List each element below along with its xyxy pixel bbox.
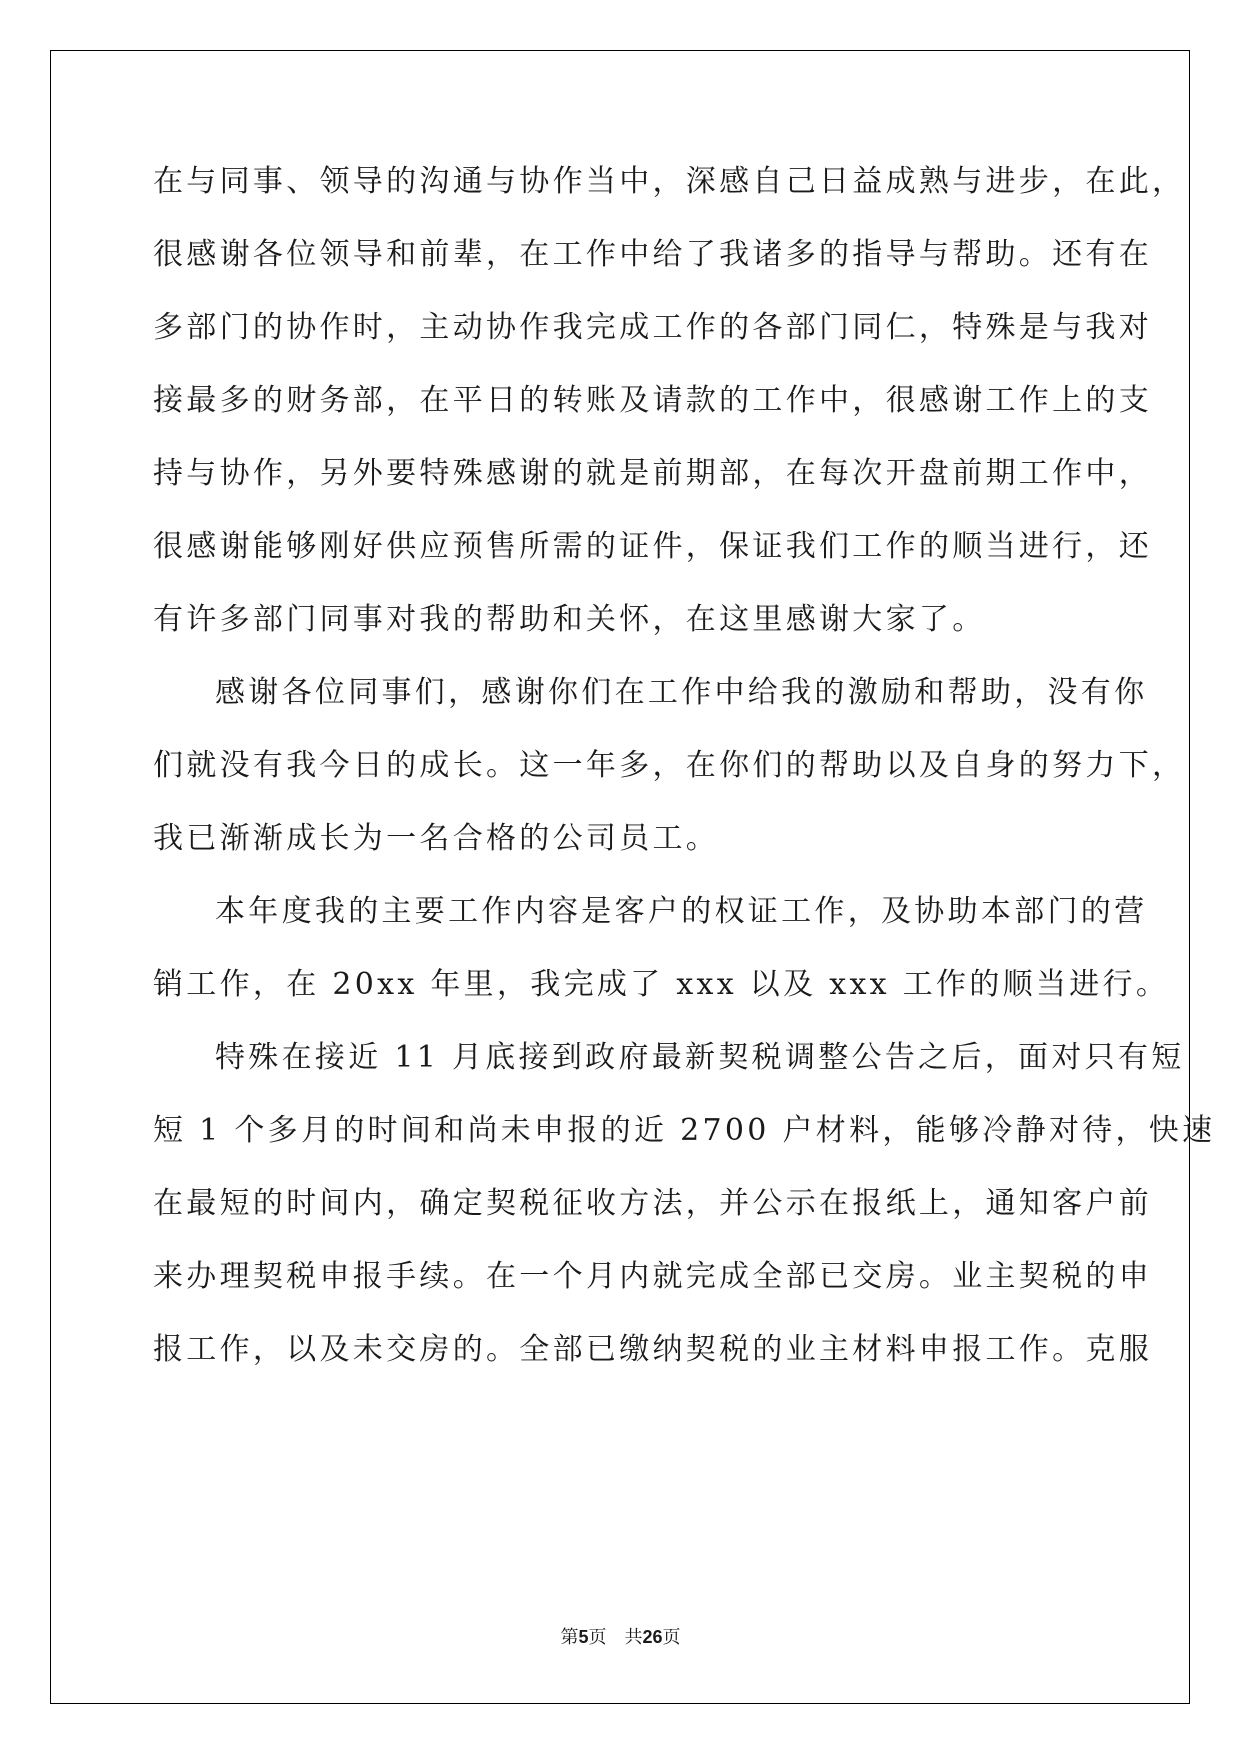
- text-line: 持与协作，另外要特殊感谢的就是前期部，在每次开盘前期工作中，: [153, 456, 1152, 491]
- page-number: 5: [578, 1627, 589, 1647]
- text-line: 很感谢能够刚好供应预售所需的证件，保证我们工作的顺当进行，还: [153, 529, 1152, 564]
- text-line: 接最多的财务部，在平日的转账及请款的工作中，很感谢工作上的支: [153, 383, 1152, 418]
- total-prefix: 共: [624, 1627, 643, 1648]
- text-line: 多部门的协作时，主动协作我完成工作的各部门同仁，特殊是与我对: [153, 310, 1152, 345]
- text-line-paragraph-start: 特殊在接近 11 月底接到政府最新契税调整公告之后，面对只有短: [215, 1040, 1185, 1075]
- text-line: 我已渐渐成长为一名合格的公司员工。: [153, 821, 720, 856]
- text-line: 们就没有我今日的成长。这一年多，在你们的帮助以及自身的努力下，: [153, 748, 1186, 783]
- text-line: 有许多部门同事对我的帮助和关怀，在这里感谢大家了。: [153, 602, 986, 637]
- page-prefix: 第: [560, 1627, 579, 1648]
- text-line: 来办理契税申报手续。在一个月内就完成全部已交房。业主契税的申: [153, 1259, 1152, 1294]
- text-line-paragraph-start: 感谢各位同事们，感谢你们在工作中给我的激励和帮助，没有你: [215, 675, 1148, 710]
- total-suffix: 页: [662, 1627, 681, 1648]
- text-line: 短 1 个多月的时间和尚未申报的近 2700 户材料，能够冷静对待，快速: [153, 1113, 1216, 1148]
- text-line: 在与同事、领导的沟通与协作当中，深感自己日益成熟与进步，在此，: [153, 164, 1186, 199]
- page-border: [50, 50, 1190, 1704]
- text-line-paragraph-start: 本年度我的主要工作内容是客户的权证工作，及协助本部门的营: [215, 894, 1148, 929]
- text-line: 报工作，以及未交房的。全部已缴纳契税的业主材料申报工作。克服: [153, 1332, 1152, 1367]
- text-line: 销工作，在 20xx 年里，我完成了 xxx 以及 xxx 工作的顺当进行。: [153, 967, 1170, 1002]
- page-suffix: 页: [588, 1627, 607, 1648]
- total-pages: 26: [642, 1627, 663, 1647]
- text-line: 很感谢各位领导和前辈，在工作中给了我诸多的指导与帮助。还有在: [153, 237, 1152, 272]
- page-footer: [0, 1625, 1241, 1650]
- text-line: 在最短的时间内，确定契税征收方法，并公示在报纸上，通知客户前: [153, 1186, 1152, 1221]
